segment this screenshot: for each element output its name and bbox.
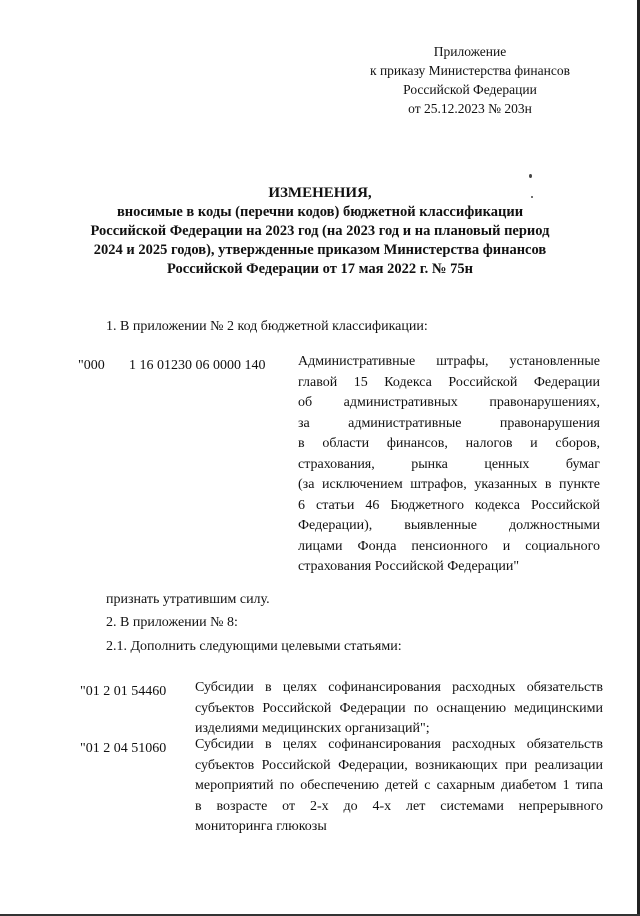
entry-line: в области финансов, налогов и сборов,	[298, 436, 600, 451]
entry-line: Федерации), выявленные должностными	[298, 518, 600, 533]
entry-line: Административные штрафы, установленные	[298, 354, 600, 369]
title-line: 2024 и 2025 годов), утвержденные приказом Министерства финансов	[93, 242, 547, 258]
target-article-code: "01 2 04 51060	[80, 741, 167, 756]
title-line: Российской Федерации на 2023 год (на 2023 год и на плановый период	[90, 223, 550, 239]
scan-speck	[529, 174, 532, 178]
entry-line: (за исключением штрафов, указанных в пункте	[298, 477, 600, 492]
entry-line: об административных правонарушениях,	[298, 395, 600, 410]
appendix-line-1: Приложение	[433, 44, 507, 59]
appendix-header	[330, 42, 610, 118]
entry-code-prefix: "000	[78, 358, 105, 373]
section-2-heading: 2. В приложении № 8:	[106, 615, 238, 630]
entry-line: мониторинга глюкозы	[195, 819, 327, 834]
target-article-code: "01 2 01 54460	[80, 684, 167, 699]
section-1-heading: 1. В приложении № 2 код бюджетной классификации:	[106, 319, 428, 334]
section-2-subheading: 2.1. Дополнить следующими целевыми статьями:	[106, 639, 402, 654]
entry-line: субъектов Российской Федерации по оснащению медицинскими	[195, 700, 603, 716]
entry-line: изделиями медицинских организаций";	[195, 721, 430, 736]
entry-line: Субсидии в целях софинансирования расходных обязательств	[195, 680, 603, 695]
target-article-description	[195, 735, 603, 838]
title-main: ИЗМЕНЕНИЯ,	[268, 185, 372, 201]
entry-line: мероприятий по обеспечению детей с сахарным диабетом 1 типа	[195, 778, 603, 793]
target-article-description	[195, 678, 603, 740]
entry-line: в возрасте от 2-х до 4-х лет системами непрерывного	[195, 798, 603, 814]
entry-description	[298, 352, 600, 578]
entry-line: за административные правонарушения	[298, 415, 600, 431]
title-line: вносимые в коды (перечни кодов) бюджетной классификации	[116, 204, 524, 220]
document-title	[60, 184, 580, 279]
entry-code: 1 16 01230 06 0000 140	[129, 358, 266, 373]
entry-line: субъектов Российской Федерации, возникающих при реализации	[195, 757, 603, 773]
entry-line: главой 15 Кодекса Российской Федерации	[298, 374, 600, 390]
entry-line: лицами Фонда пенсионного и социального	[298, 538, 600, 554]
title-line: Российской Федерации от 17 мая 2022 г. № 75н	[167, 261, 473, 277]
entry-line: страхования Российской Федерации"	[298, 559, 520, 574]
entry-line: 6 статьи 46 Бюджетного кодекса Российской	[298, 497, 600, 513]
appendix-line-4: от 25.12.2023 № 203н	[408, 101, 532, 116]
appendix-line-3: Российской Федерации	[403, 82, 537, 97]
entry-line: Субсидии в целях софинансирования расходных обязательств	[195, 737, 603, 752]
entry-line: страхования, рынка ценных бумаг	[298, 456, 600, 472]
appendix-line-2: к приказу Министерства финансов	[370, 63, 570, 78]
section-1-closing: признать утратившим силу.	[106, 592, 270, 607]
